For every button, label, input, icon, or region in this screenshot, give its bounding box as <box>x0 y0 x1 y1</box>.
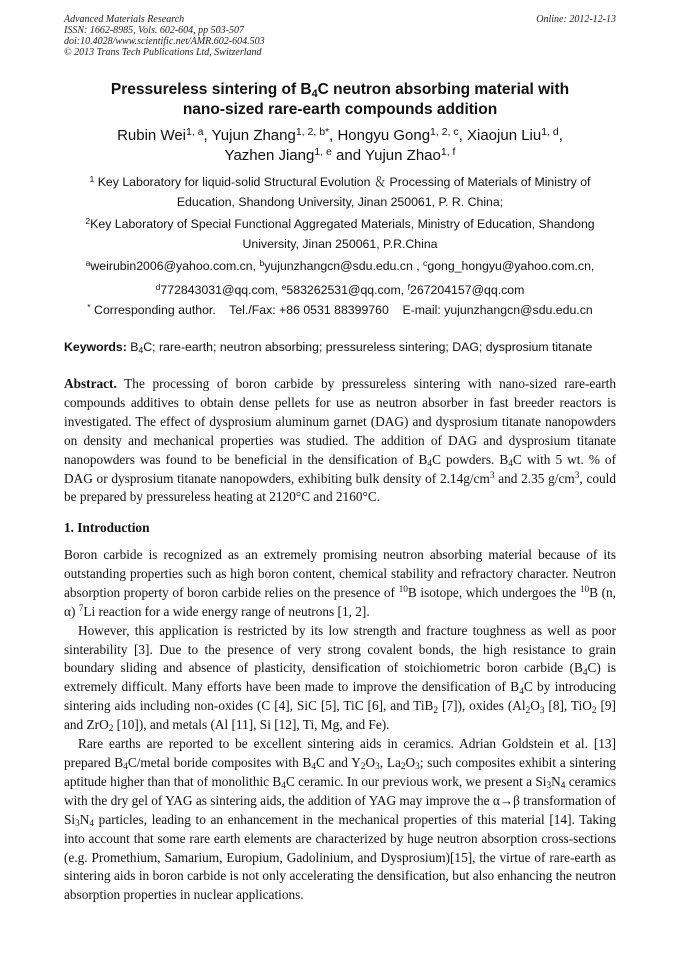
paper-title <box>64 80 616 120</box>
title-subscript: 4 <box>311 87 318 100</box>
paragraph-text: particles, leading to an enhancement in the mechanical properties of this material [14]. Taking into account that some rare earth elements are characterized by huge neutron absorption cross-sections (e.g. Promethium, Samarium, Europium, Gadolinium, and Dysprosium)[15], the virtue of rare-earth as sintering aids in boron carbide is not only accelerating the densification, but also enhancing the neutron absorption properties in nuclear applications. <box>64 811 616 903</box>
paragraph-text: , La <box>379 754 401 770</box>
author-affiliation-mark: 1, 2, c <box>430 125 459 138</box>
corresponding-text: Corresponding author. Tel./Fax: +86 0531 88399760 E-mail: yujunzhangcn@sdu.edu.cn <box>90 303 593 317</box>
paragraph <box>64 546 616 622</box>
paragraph-text: C/metal boride composites with B <box>127 754 312 770</box>
author-name: Yujun Zhang <box>211 127 296 144</box>
author-separator: , <box>558 127 563 144</box>
section-heading: 1. Introduction <box>64 520 150 535</box>
paragraph-text: O <box>405 754 416 770</box>
affiliation-text: Key Laboratory for liquid-solid Structural Evolution ＆ Processing of Materials of Ministry of <box>94 175 591 189</box>
author-affiliation-mark: 1, a <box>186 125 204 138</box>
author-affiliation-mark: 1, f <box>440 145 456 158</box>
author-name: Yazhen Jiang <box>224 147 315 164</box>
subscript: 4 <box>519 686 524 697</box>
subscript: 2 <box>400 762 406 773</box>
title-text: Pressureless sintering of B <box>110 81 312 98</box>
affiliation-2 <box>64 214 616 254</box>
paragraph-text: C) is extremely difficult. Many efforts have been made to improve the densification of B <box>64 660 616 695</box>
paragraph-text: ceramics with the dry gel of YAG as sintering aids, the addition of YAG may improve the α→β transformation of Si <box>64 773 617 827</box>
copyright-line: © 2013 Trans Tech Publications Ltd, Switzerland <box>64 47 262 58</box>
abstract-text: C with 5 wt. % of DAG or dysprosium titanate nanopowders, exhibiting bulk density of 2.14g/cm <box>64 451 616 486</box>
subscript: 4 <box>508 458 513 469</box>
subscript: 3 <box>75 819 80 829</box>
paragraph <box>64 622 616 735</box>
title-line-2: nano-sized rare-earth compounds addition <box>182 101 498 118</box>
paragraph-text: [10]), and metals (Al [11], Si [12], Ti, Mg, and Fe). <box>113 717 390 733</box>
email-address: gong_hongyu@yahoo.com.cn, <box>427 259 595 273</box>
subscript: 2 <box>360 762 366 773</box>
subscript: 3 <box>375 762 380 773</box>
abstract-text: and 2.35 g/cm <box>494 470 575 486</box>
author-name: Xiaojun Liu <box>467 127 542 144</box>
subscript: 3 <box>539 705 545 716</box>
paragraph-text: N <box>79 811 90 827</box>
paragraph-text: Boron carbide is recognized as an extremely promising neutron absorbing material because of its outstanding properties such as high boron content, chemical stability and refractory character. Neutron absorption property of boron carbide relies on the presence of <box>64 547 616 600</box>
subscript: 4 <box>560 781 566 792</box>
subscript: 2 <box>591 705 597 716</box>
doi-line: doi:10.4028/www.scientific.net/AMR.602-604.503 <box>64 36 265 47</box>
keywords-subscript: 4 <box>138 345 144 356</box>
subscript: 2 <box>108 724 114 735</box>
affiliation-number: 1 <box>89 173 95 184</box>
paragraph-text: However, this application is restricted by its low strength and fracture toughness as well as poor sinterability [3]. Due to the presence of very strong covalent bonds, the high resistance to grain boundary sliding and absence of plasticity, densification of stoichiometric boron carbide (B <box>64 622 616 676</box>
subscript: 4 <box>582 667 588 678</box>
email-address: 772843031@qq.com, <box>160 283 282 297</box>
email-list <box>64 280 616 300</box>
author-name: Yujun Zhao <box>364 147 441 164</box>
keywords-label: Keywords: <box>64 340 127 354</box>
paragraph-text: C by introducing sintering aids including non-oxides (C [4], SiC [5], TiC [6], and TiB <box>64 679 616 714</box>
email-list <box>64 256 616 276</box>
paragraph-text: B (n, α) <box>64 584 617 619</box>
author-separator: , <box>458 127 467 144</box>
superscript: 10 <box>398 585 408 596</box>
affiliation-text: Education, Shandong University, Jinan 250061, P. R. China; <box>176 195 504 209</box>
author-affiliation-mark: 1, e <box>314 145 332 158</box>
paragraph-text: ; such composites exhibit a sintering aptitude higher than that of monolithic B <box>64 754 616 789</box>
keywords-text: C; rare-earth; neutron absorbing; pressureless sintering; DAG; dysprosium titanate <box>143 340 593 354</box>
keywords <box>64 338 616 356</box>
email-mark: a <box>85 257 91 268</box>
subscript: 2 <box>433 705 439 716</box>
abstract-text: , could be prepared by pressureless heating at 2120°C and 2160°C. <box>64 470 616 505</box>
introduction-body <box>64 546 616 905</box>
affiliation-number: 2 <box>85 215 91 226</box>
abstract-label: Abstract. <box>64 376 117 391</box>
issn-line: ISSN: 1662-8985, Vols. 602-604, pp 503-507 <box>64 25 244 36</box>
paragraph-text: O <box>530 698 540 714</box>
superscript: 7 <box>78 604 84 615</box>
subscript: 3 <box>546 781 552 792</box>
email-address: 583262531@qq.com, <box>286 283 408 297</box>
paragraph-text: B isotope, which undergoes the <box>407 584 580 600</box>
superscript: 3 <box>489 470 495 481</box>
author-name: Hongyu Gong <box>337 127 431 144</box>
abstract <box>64 375 616 507</box>
subscript: 3 <box>415 762 420 773</box>
online-date: Online: 2012-12-13 <box>536 14 616 25</box>
affiliation-1 <box>64 172 616 212</box>
journal-name: Advanced Materials Research <box>64 14 185 25</box>
email-mark: c <box>423 257 428 268</box>
paragraph-text: C ceramic. In our previous work, we present a Si <box>285 773 547 789</box>
author-list <box>64 126 616 166</box>
paragraph-text: O <box>365 754 376 770</box>
email-mark: e <box>281 281 287 292</box>
paragraph-text: N <box>551 773 561 789</box>
corresponding-mark: * <box>87 301 91 312</box>
email-mark: f <box>407 281 411 292</box>
affiliation-text: Key Laboratory of Special Functional Aggregated Materials, Ministry of Education, Shandong <box>90 217 595 231</box>
abstract-text: C powders. B <box>432 451 509 467</box>
paragraph <box>64 735 616 905</box>
title-text: C neutron absorbing material with <box>317 81 570 98</box>
email-mark: d <box>155 281 161 292</box>
subscript: 2 <box>525 705 531 716</box>
author-affiliation-mark: 1, 2, b* <box>295 125 330 138</box>
email-address: 267204157@qq.com <box>410 283 525 297</box>
author-separator: and <box>331 147 365 164</box>
paragraph-text: [9] and ZrO <box>64 698 616 733</box>
subscript: 4 <box>311 762 317 773</box>
author-separator: , <box>203 127 212 144</box>
affiliation-text: University, Jinan 250061, P.R.China <box>242 237 438 251</box>
subscript: 4 <box>281 781 286 792</box>
email-address: yujunzhangcn@sdu.edu.cn , <box>264 259 424 273</box>
paragraph-text: C and Y <box>316 754 361 770</box>
superscript: 10 <box>579 585 590 596</box>
paragraph-text: [7]), oxides (Al <box>438 698 526 714</box>
corresponding-author <box>64 300 616 320</box>
subscript: 4 <box>123 762 128 773</box>
abstract-text: The processing of boron carbide by pressureless sintering with nano-sized rare-earth compounds additives to obtain dense pellets for use as neutron absorber in fast breeder reactors is investigated. The effect of dysprosium aluminum garnet (DAG) and dysprosium titanate nanopowders on density and mechanical properties was studied. The addition of DAG and dysprosium titanate nanopowders was found to be beneficial in the densification of B <box>64 376 616 467</box>
email-mark: b <box>259 257 265 268</box>
subscript: 4 <box>427 458 433 469</box>
paragraph-text: Li reaction for a wide energy range of neutrons [1, 2]. <box>83 603 370 619</box>
paragraph-text: [8], TiO <box>544 698 592 714</box>
author-affiliation-mark: 1, d <box>541 125 559 138</box>
email-address: weirubin2006@yahoo.com.cn, <box>90 259 260 273</box>
author-name: Rubin Wei <box>117 127 186 144</box>
superscript: 3 <box>574 470 580 481</box>
author-separator: , <box>329 127 338 144</box>
paragraph-text: Rare earths are reported to be excellent sintering aids in ceramics. Adrian Goldstein et al. [13] prepared B <box>64 736 616 770</box>
keywords-text: B <box>126 340 139 354</box>
journal-header <box>64 14 616 58</box>
subscript: 4 <box>89 819 95 829</box>
